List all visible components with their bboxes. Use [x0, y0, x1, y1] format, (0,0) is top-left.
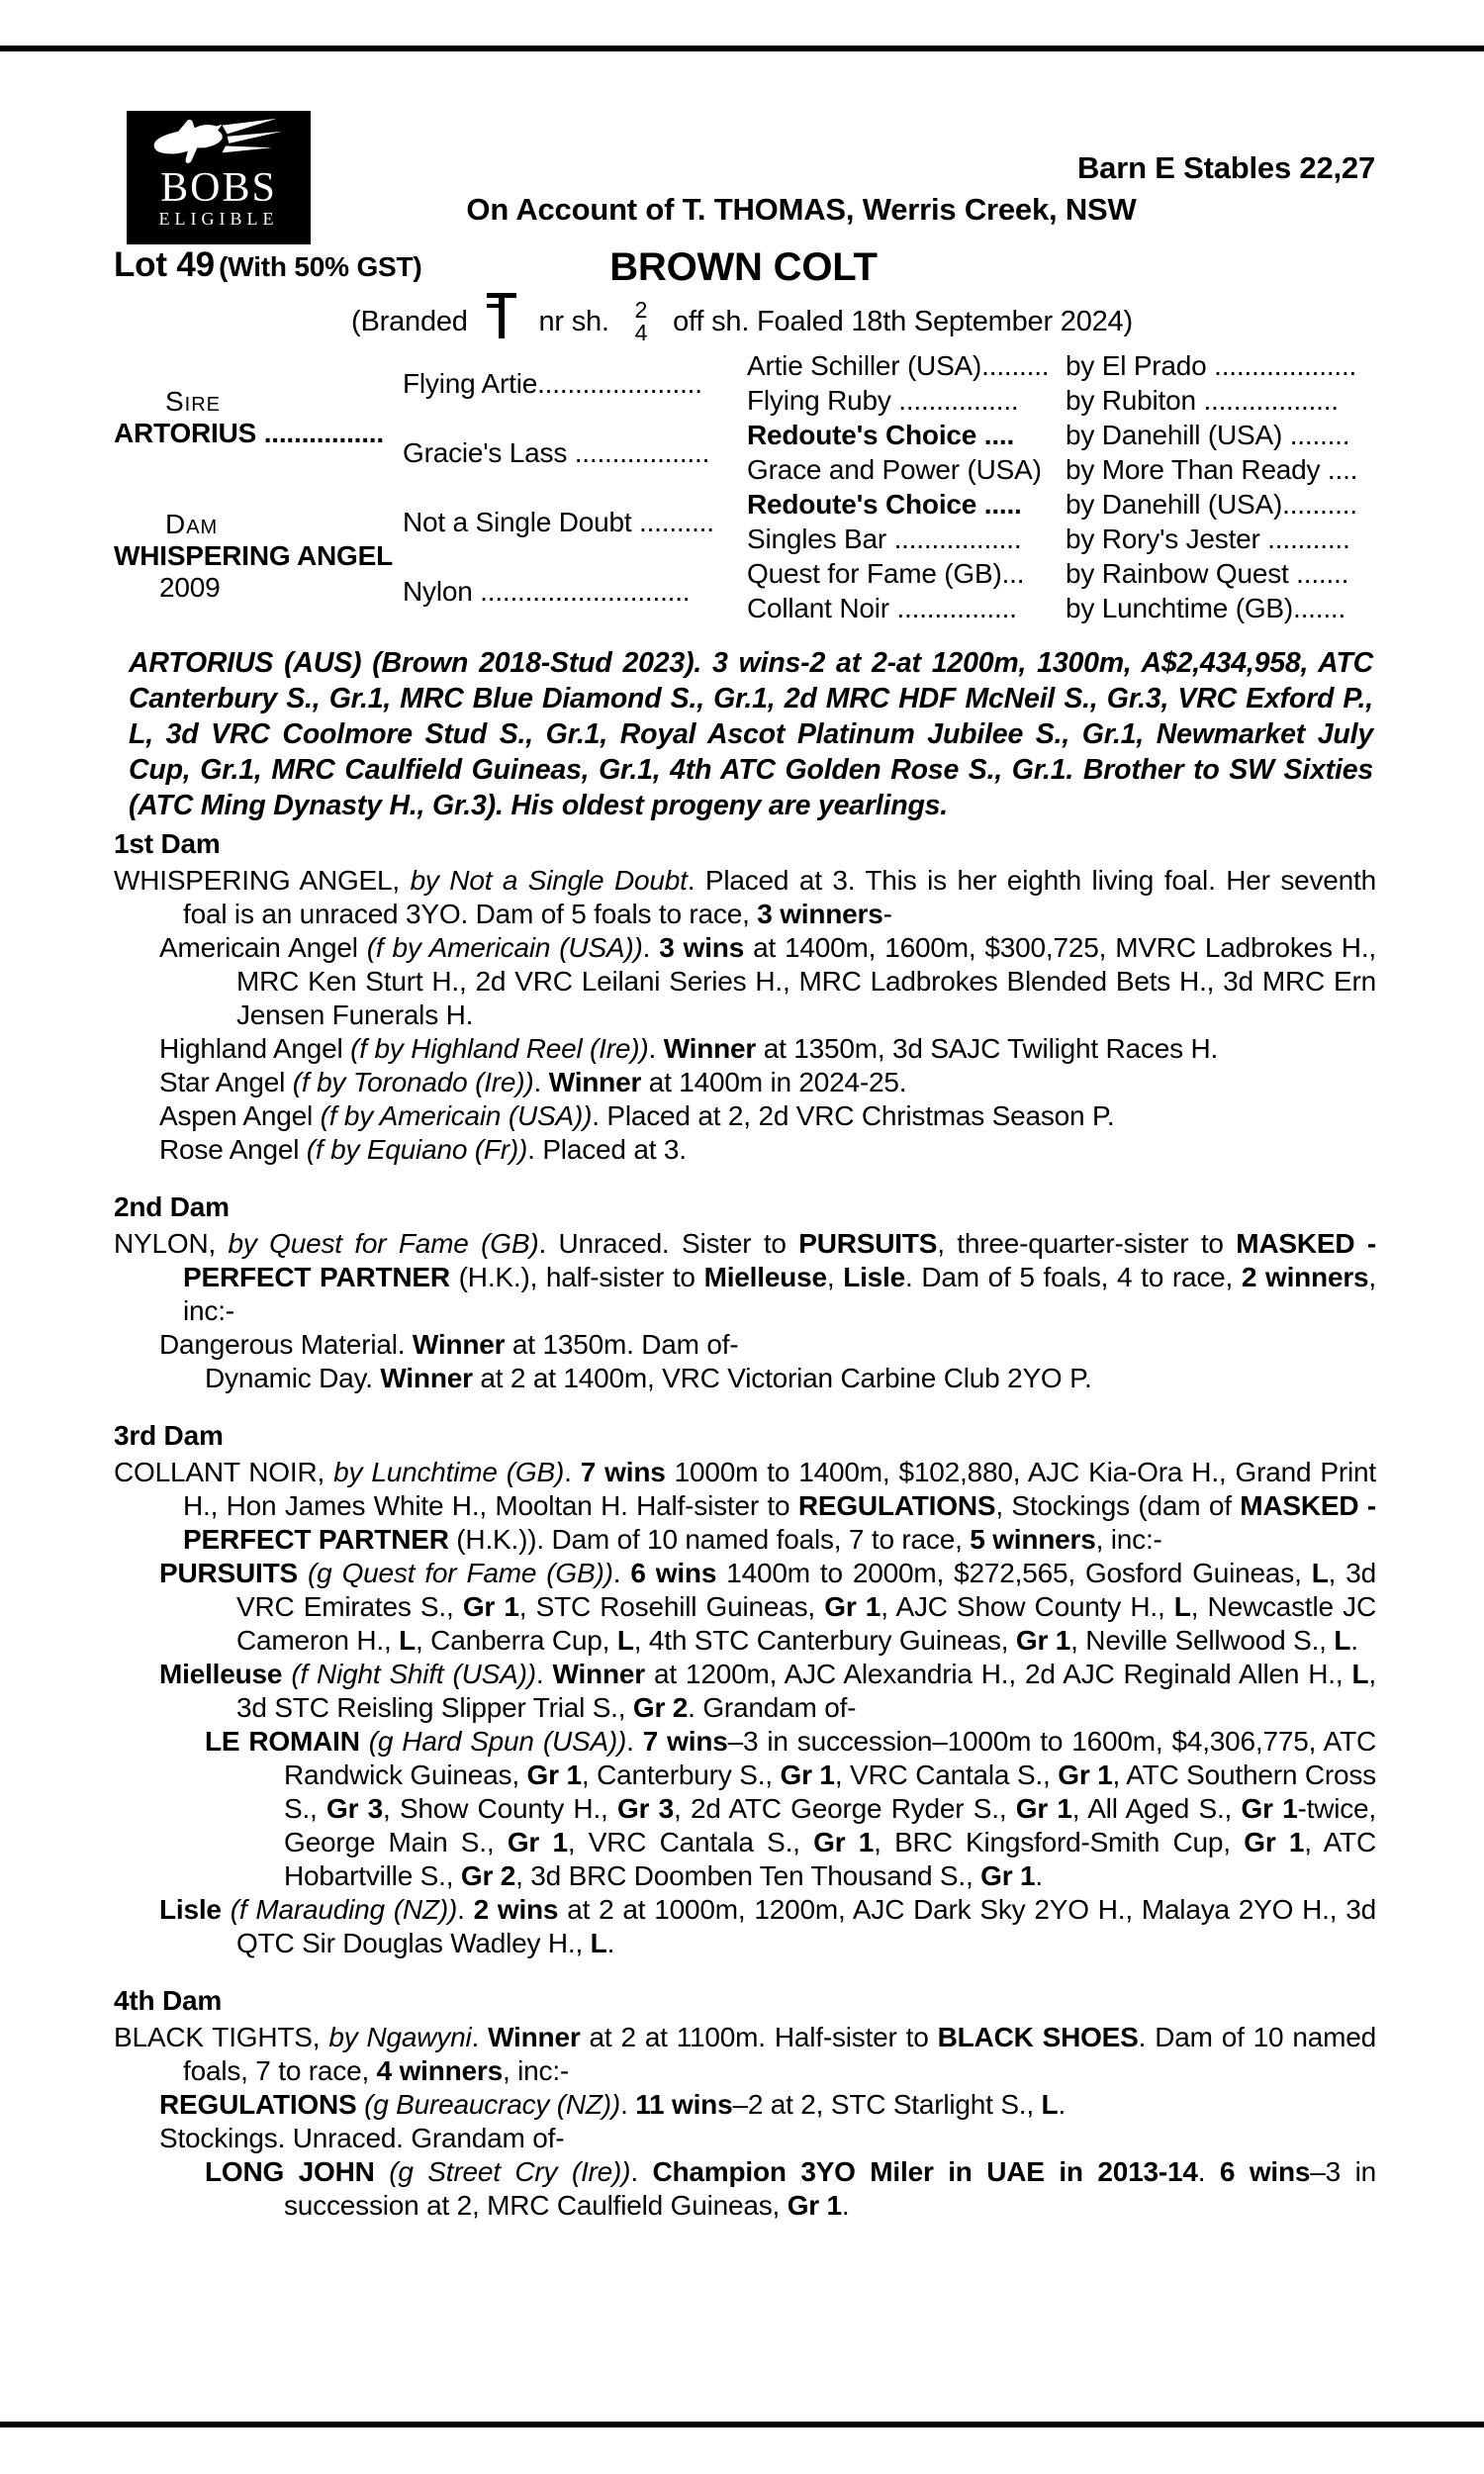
pedigree-paragraph: Star Angel (f by Toronado (Ire)). Winner at 1400m in 2024-25.: [159, 1067, 907, 1097]
pedigree-paragraph: LONG JOHN (g Street Cry (Ire)). Champion 3YO Miler in UAE in 2013-14. 6 wins–3 in succession at 2, MRC Caulfield Guineas, Gr 1.: [205, 2156, 1376, 2221]
gen4-sire: by Danehill (USA) ........: [1066, 420, 1350, 450]
pedigree-paragraph: Dynamic Day. Winner at 2 at 1400m, VRC Victorian Carbine Club 2YO P.: [205, 1363, 1092, 1393]
grandam-dam-side: Nylon ............................: [403, 575, 691, 607]
gen3-name: Artie Schiller (USA).........: [747, 350, 1050, 381]
branded-prefix: (Branded: [351, 305, 468, 337]
grandam-sire-side: Gracie's Lass ..................: [403, 436, 710, 468]
vendor-account: On Account of T. THOMAS, Werris Creek, NSW: [466, 192, 1137, 227]
lot-row: [114, 245, 1373, 295]
gen3-name: Redoute's Choice .....: [747, 489, 1022, 520]
dam-section: [114, 1984, 1376, 2223]
brand-numbers: [635, 299, 648, 344]
gen4-sire: by Danehill (USA)..........: [1066, 489, 1357, 520]
branded-near-shoulder: nr sh.: [538, 305, 609, 337]
pedigree-paragraph: Lisle (f Marauding (NZ)). 2 wins at 2 at 1000m, 1200m, AJC Dark Sky 2YO H., Malaya 2YO H., 3d QTC Sir Douglas Wadley H., L.: [159, 1894, 1376, 1958]
dam-label: Dam: [165, 509, 219, 539]
pedigree-paragraph: BLACK TIGHTS, by Ngawyni. Winner at 2 at 1100m. Half-sister to BLACK SHOES. Dam of 10 named foals, 7 to race, 4 winners, inc:-: [114, 2022, 1377, 2086]
gen4-sire: by Rainbow Quest .......: [1066, 558, 1349, 589]
pedigree-paragraph: Americain Angel (f by Americain (USA)). 3 wins at 1400m, 1600m, $300,725, MVRC Ladbrokes H., MRC Ken Sturt H., 2d VRC Leilani Series H., MRC Ladbrokes Blended Bets H., 3d MRC Ern Jensen Funerals H.: [159, 932, 1376, 1030]
pedigree-paragraph: Stockings. Unraced. Grandam of-: [159, 2123, 565, 2153]
gen4-sire: by More Than Ready ....: [1066, 454, 1358, 485]
dam-year: 2009: [159, 572, 221, 603]
gen3-name: Quest for Fame (GB)...: [747, 558, 1025, 589]
pedigree-paragraph: PURSUITS (g Quest for Fame (GB)). 6 wins 1400m to 2000m, $272,565, Gosford Guineas, L, 3d VRC Emirates S., Gr 1, STC Rosehill Guineas, Gr 1, AJC Show County H., L, Newcastle JC Cameron H., L, Canberra Cup, L, 4th STC Canterbury Guineas, Gr 1, Neville Sellwood S., L.: [159, 1558, 1376, 1656]
dam-section: [114, 827, 1376, 1167]
section-heading: 4th Dam: [114, 1985, 223, 2016]
pedigree-paragraph: Rose Angel (f by Equiano (Fr)). Placed at 3.: [159, 1134, 687, 1165]
pedigree-paragraph: COLLANT NOIR, by Lunchtime (GB). 7 wins 1000m to 1400m, $102,880, AJC Kia-Ora H., Grand Print H., Hon James White H., Mooltan H. Half-sister to REGULATIONS, Stockings (dam of MASKED - PERFECT PARTNER (H.K.)). Dam of 10 named foals, 7 to race, 5 winners, inc:-: [114, 1457, 1376, 1555]
gen4-sire: by Rubiton ..................: [1066, 385, 1339, 416]
damsire: Not a Single Doubt ..........: [403, 506, 714, 537]
logo-text-bobs: BOBS: [160, 165, 277, 211]
pedigree-paragraph: NYLON, by Quest for Fame (GB). Unraced. Sister to PURSUITS, three-quarter-sister to MASKED - PERFECT PARTNER (H.K.), half-sister to Mielleuse, Lisle. Dam of 5 foals, 4 to race, 2 winners, inc:-: [114, 1228, 1376, 1326]
dam-section: [114, 1419, 1376, 1960]
gen3-name: Grace and Power (USA): [747, 454, 1042, 485]
pedigree-paragraph: LE ROMAIN (g Hard Spun (USA)). 7 wins–3 in succession–1000m to 1600m, $4,306,775, ATC Randwick Guineas, Gr 1, Canterbury S., Gr 1, VRC Cantala S., Gr 1, ATC Southern Cross S., Gr 3, Show County H., Gr 3, 2d ATC George Ryder S., Gr 1, All Aged S., Gr 1-twice, George Main S., Gr 1, VRC Cantala S., Gr 1, BRC Kingsford-Smith Cup, Gr 1, ATC Hobartville S., Gr 2, 3d BRC Doomben Ten Thousand S., Gr 1.: [205, 1726, 1376, 1891]
gst-note: (With 50% GST): [219, 251, 422, 282]
pedigree-paragraph: Aspen Angel (f by Americain (USA)). Placed at 2, 2d VRC Christmas Season P.: [159, 1100, 1115, 1131]
section-heading: 3rd Dam: [114, 1420, 224, 1451]
branded-suffix: off sh. Foaled 18th September 2024): [673, 305, 1133, 337]
pedigree-paragraph: WHISPERING ANGEL, by Not a Single Doubt. Placed at 3. This is her eighth living foal. Her seventh foal is an unraced 3YO. Dam of 5 foals to race, 3 winners-: [114, 865, 1376, 929]
brand-mark-icon: [486, 291, 521, 340]
gen4-sire: by El Prado ...................: [1066, 350, 1357, 381]
grandsire: Flying Artie......................: [403, 367, 702, 399]
gen3-name: Collant Noir ................: [747, 593, 1017, 623]
pedigree-paragraph: Dangerous Material. Winner at 1350m. Dam of-: [159, 1329, 739, 1360]
pedigree-paragraph: REGULATIONS (g Bureaucracy (NZ)). 11 wins–2 at 2, STC Starlight S., L.: [159, 2089, 1067, 2120]
gen3-name: Singles Bar .................: [747, 523, 1022, 554]
dam-name: WHISPERING ANGEL: [114, 540, 393, 571]
sire-race-record: ARTORIUS (AUS) (Brown 2018-Stud 2023). 3 wins-2 at 2-at 1200m, 1300m, A$2,434,958, ATC Canterbury S., Gr.1, MRC Blue Diamond S., Gr.1, 2d MRC HDF McNeil S., Gr.3, VRC Exford P., L, 3d VRC Coolmore Stud S., Gr.1, Royal Ascot Platinum Jubilee S., Gr.1, Newmarket July Cup, Gr.1, MRC Caulfield Guineas, Gr.1, 4th ATC Golden Rose S., Gr.1. Brother to SW Sixties (ATC Ming Dynasty H., Gr.3). His oldest progeny are yearlings.: [129, 647, 1373, 821]
gen3-name: Flying Ruby ................: [747, 385, 1019, 416]
pedigree-paragraph: Mielleuse (f Night Shift (USA)). Winner at 1200m, AJC Alexandria H., 2d AJC Reginald Allen H., L, 3d STC Reisling Slipper Trial S., Gr 2. Grandam of-: [159, 1659, 1376, 1723]
dam-cell: [114, 487, 403, 625]
section-heading: 2nd Dam: [114, 1191, 230, 1222]
lot-number: Lot 49: [114, 245, 215, 284]
logo-text-eligible: ELIGIBLE: [158, 209, 279, 229]
gen4-sire: by Lunchtime (GB).......: [1066, 593, 1346, 623]
barn-stables: Barn E Stables 22,27: [1077, 150, 1375, 185]
pedigree-paragraph: Highland Angel (f by Highland Reel (Ire)). Winner at 1350m, 3d SAJC Twilight Races H.: [159, 1033, 1219, 1064]
top-rule: [0, 46, 1484, 51]
gen3-name: Redoute's Choice ....: [747, 420, 1015, 450]
bottom-rule: [0, 2422, 1484, 2427]
section-heading: 1st Dam: [114, 828, 221, 859]
dam-section: [114, 1190, 1376, 1395]
branded-line: [0, 297, 1484, 346]
sire-name: ARTORIUS ................: [114, 418, 384, 448]
brand-number-bottom: 4: [634, 320, 648, 345]
sire-cell: [114, 348, 403, 487]
sire-label: Sire: [165, 386, 222, 417]
page-title: BROWN COLT: [609, 245, 878, 289]
pedigree-table: [114, 348, 1380, 625]
horse-head-icon: [144, 117, 293, 168]
dam-sections: [114, 827, 1376, 2246]
gen4-sire: by Rory's Jester ...........: [1066, 523, 1350, 554]
brand-number-top: 2: [634, 297, 648, 323]
